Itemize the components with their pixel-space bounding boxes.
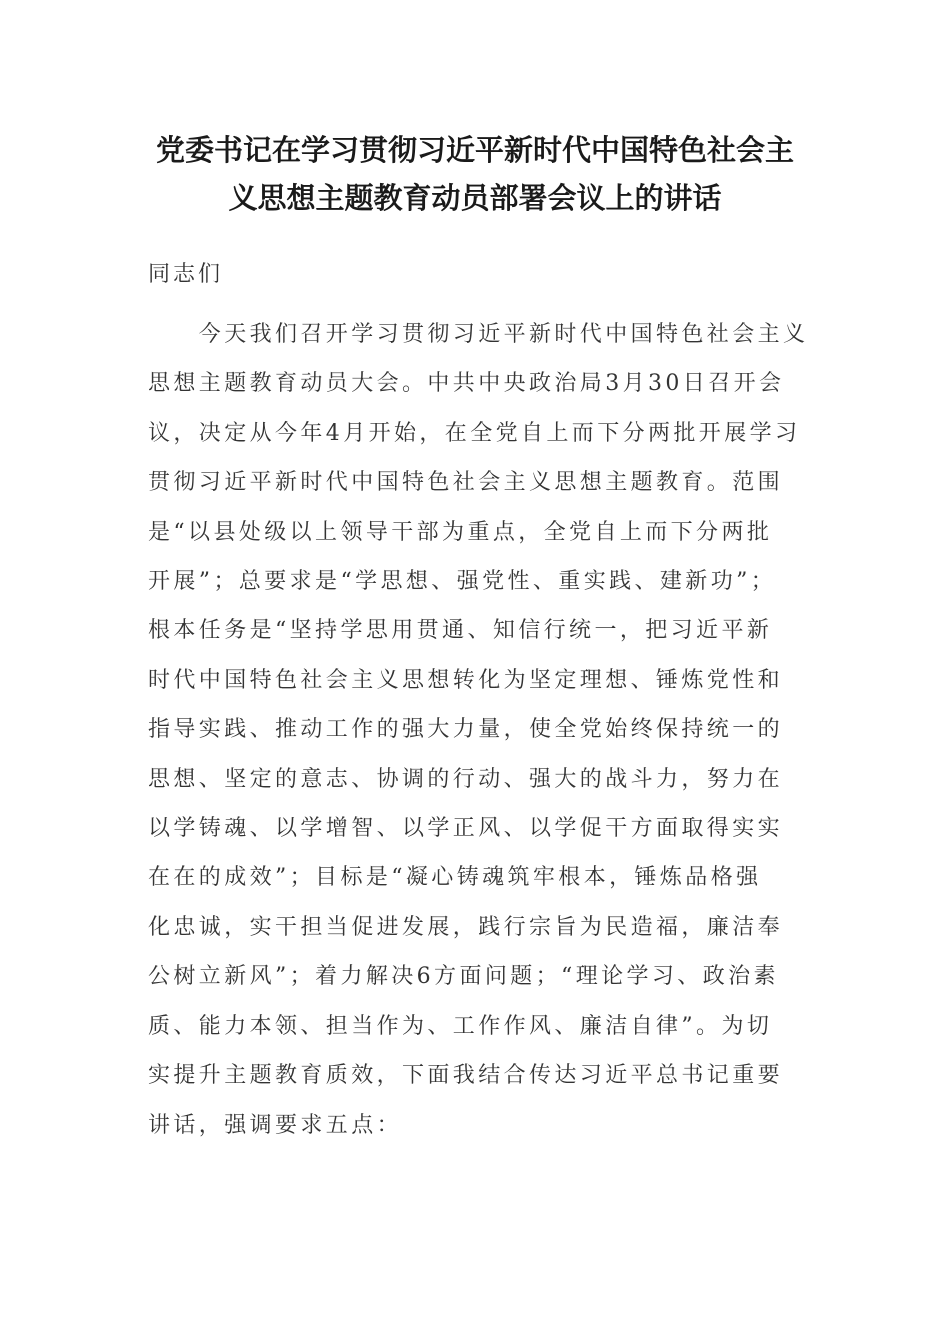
paragraph-line: 今天我们召开学习贯彻习近平新时代中国特色社会主义	[148, 322, 809, 347]
body-paragraph	[148, 310, 828, 1150]
paragraph-line: 化忠诚，实干担当促进发展，践行宗旨为民造福，廉洁奉	[148, 914, 784, 940]
document-title	[120, 126, 830, 222]
paragraph-line: 思想主题教育动员大会。中共中央政治局3月30日召开会	[148, 371, 785, 397]
paragraph-line: 思想、坚定的意志、协调的行动、强大的战斗力，努力在	[148, 766, 784, 792]
paragraph-line: 是“以县处级以上领导干部为重点，全党自上而下分两批	[148, 519, 773, 545]
paragraph-line: 议，决定从今年4月开始，在全党自上而下分两批开展学习	[148, 420, 801, 446]
title-line-2: 义思想主题教育动员部署会议上的讲话	[228, 181, 722, 215]
title-line-1: 党委书记在学习贯彻习近平新时代中国特色社会主	[155, 133, 794, 167]
paragraph-line: 根本任务是“坚持学思用贯通、知信行统一，把习近平新	[148, 618, 773, 644]
paragraph-line: 时代中国特色社会主义思想转化为坚定理想、锤炼党性和	[148, 667, 784, 693]
paragraph-line: 讲话，强调要求五点：	[148, 1112, 403, 1138]
paragraph-line: 在在的成效”；目标是“凝心铸魂筑牢根本，锤炼品格强	[148, 865, 762, 891]
paragraph-line: 指导实践、推动工作的强大力量，使全党始终保持统一的	[148, 717, 784, 743]
paragraph-line: 以学铸魂、以学增智、以学正风、以学促干方面取得实实	[148, 816, 784, 842]
paragraph-line: 质、能力本领、担当作为、工作作风、廉洁自律”。为切	[148, 1013, 773, 1039]
paragraph-line: 贯彻习近平新时代中国特色社会主义思想主题教育。范围	[148, 470, 784, 496]
paragraph-line: 开展”；总要求是“学思想、强党性、重实践、建新功”；	[148, 569, 777, 595]
salutation: 同志们	[148, 262, 224, 287]
paragraph-line: 实提升主题教育质效，下面我结合传达习近平总书记重要	[148, 1063, 784, 1089]
paragraph-line: 公树立新风”；着力解决6方面问题；“理论学习、政治素	[148, 964, 779, 990]
